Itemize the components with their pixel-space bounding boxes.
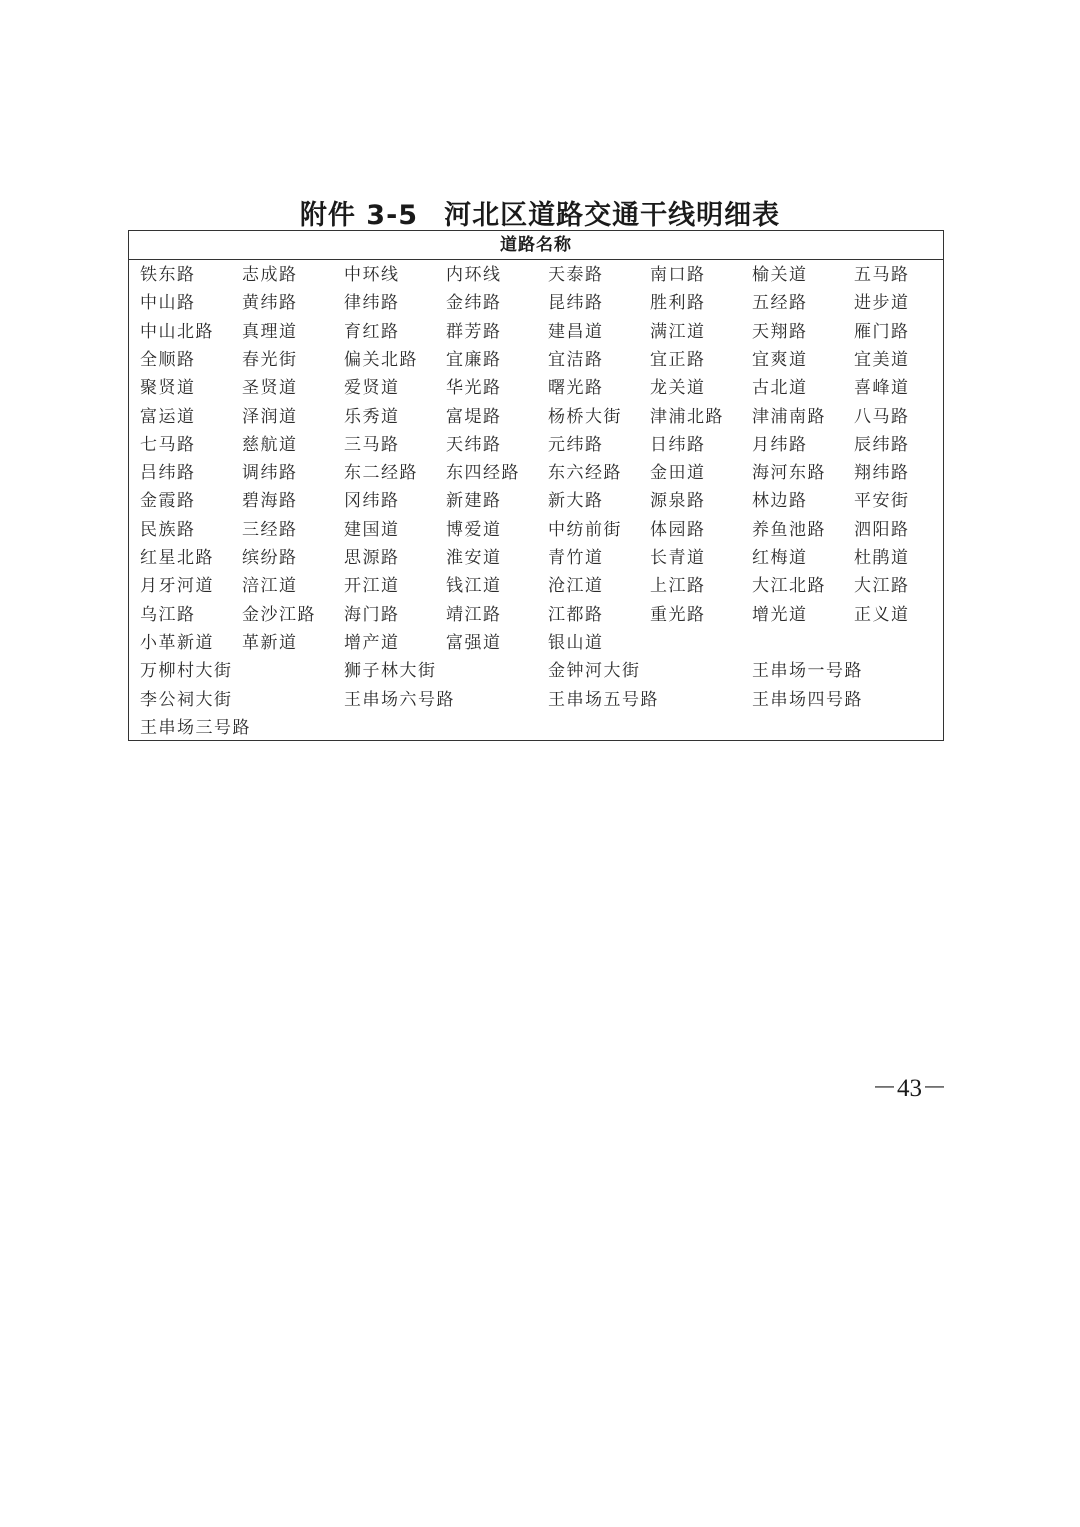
road-name-cell: 月纬路 [752, 434, 808, 455]
road-name-cell: 王串场四号路 [752, 689, 863, 710]
road-name-cell: 宜洁路 [548, 349, 604, 370]
document-title-main: 河北区道路交通干线明细表 [444, 200, 781, 231]
table-row [129, 714, 943, 742]
road-name-cell: 大江路 [854, 576, 910, 597]
road-name-cell: 海门路 [344, 604, 400, 625]
table-row [129, 431, 943, 459]
road-name-cell: 新建路 [446, 491, 502, 512]
table-row [129, 261, 943, 289]
road-name-cell: 体园路 [650, 519, 706, 540]
road-table [128, 230, 944, 741]
road-name-cell: 元纬路 [548, 434, 604, 455]
road-name-cell: 翔纬路 [854, 463, 910, 484]
road-name-cell: 八马路 [854, 406, 910, 427]
road-name-cell: 铁东路 [140, 265, 196, 285]
road-name-cell: 五经路 [752, 293, 808, 314]
road-name-cell: 东四经路 [446, 463, 520, 484]
table-row [129, 374, 943, 402]
road-name-cell: 靖江路 [446, 604, 502, 625]
table-row [129, 686, 943, 714]
road-name-cell: 新大路 [548, 491, 604, 512]
road-name-cell: 开江道 [344, 576, 400, 597]
table-row [129, 629, 943, 657]
road-name-cell: 金钟河大街 [548, 661, 641, 682]
road-name-cell: 泽润道 [242, 406, 298, 427]
road-name-cell: 雁门路 [854, 321, 910, 342]
road-name-cell: 宜爽道 [752, 349, 808, 370]
road-name-cell: 正义道 [854, 604, 910, 625]
road-name-cell: 银山道 [548, 632, 604, 653]
road-name-cell: 红星北路 [140, 548, 214, 568]
road-name-cell: 涪江道 [242, 576, 298, 597]
road-name-cell: 育红路 [344, 321, 400, 342]
road-name-cell: 古北道 [752, 378, 808, 399]
road-name-cell: 日纬路 [650, 434, 706, 455]
road-name-cell: 建国道 [344, 519, 400, 540]
road-name-cell: 满江道 [650, 321, 706, 342]
road-name-cell: 金纬路 [446, 293, 502, 314]
road-name-cell: 胜利路 [650, 293, 706, 314]
page-number: －43－ [872, 1075, 948, 1102]
road-name-cell: 喜峰道 [854, 378, 910, 399]
table-row [129, 403, 943, 431]
table-body [129, 260, 943, 741]
road-name-cell: 圣贤道 [242, 378, 298, 399]
road-name-cell: 平安街 [854, 491, 910, 512]
road-name-cell: 革新道 [242, 632, 298, 653]
road-name-cell: 江都路 [548, 604, 604, 625]
road-name-cell: 慈航道 [242, 434, 298, 455]
road-name-cell: 春光街 [242, 349, 298, 370]
road-name-cell: 林边路 [752, 491, 808, 512]
road-name-cell: 中山北路 [140, 321, 214, 342]
road-name-cell: 天翔路 [752, 321, 808, 342]
road-name-cell: 全顺路 [140, 349, 196, 370]
table-row [129, 487, 943, 515]
road-name-cell: 金田道 [650, 463, 706, 484]
road-name-cell: 王串场六号路 [344, 689, 455, 710]
road-name-cell: 王串场三号路 [140, 717, 251, 738]
road-name-cell: 五马路 [854, 265, 910, 285]
road-name-cell: 群芳路 [446, 321, 502, 342]
road-name-cell: 华光路 [446, 378, 502, 399]
road-name-cell: 富堤路 [446, 406, 502, 427]
road-name-cell: 偏关北路 [344, 349, 418, 370]
road-name-cell: 建昌道 [548, 321, 604, 342]
road-name-cell: 东二经路 [344, 463, 418, 484]
road-name-cell: 红梅道 [752, 548, 808, 568]
road-name-cell: 黄纬路 [242, 293, 298, 314]
table-row [129, 657, 943, 685]
road-name-cell: 万柳村大街 [140, 661, 233, 682]
road-name-cell: 富强道 [446, 632, 502, 653]
table-row [129, 318, 943, 346]
road-name-cell: 调纬路 [242, 463, 298, 484]
document-title [0, 193, 1080, 232]
road-name-cell: 金沙江路 [242, 604, 316, 625]
road-name-cell: 昆纬路 [548, 293, 604, 314]
table-row [129, 572, 943, 600]
table-row [129, 601, 943, 629]
road-name-cell: 曙光路 [548, 378, 604, 399]
road-name-cell: 乐秀道 [344, 406, 400, 427]
road-name-cell: 三马路 [344, 434, 400, 455]
document-title-prefix: 附件 3-5 [299, 200, 419, 231]
road-name-cell: 富运道 [140, 406, 196, 427]
road-name-cell: 中山路 [140, 293, 196, 314]
road-name-cell: 进步道 [854, 293, 910, 314]
road-name-cell: 聚贤道 [140, 378, 196, 399]
road-name-cell: 津浦北路 [650, 406, 724, 427]
road-name-cell: 泗阳路 [854, 519, 910, 540]
road-name-cell: 增光道 [752, 604, 808, 625]
road-name-cell: 杜鹃道 [854, 548, 910, 568]
road-name-cell: 真理道 [242, 321, 298, 342]
road-name-cell: 榆关道 [752, 265, 808, 285]
road-name-cell: 民族路 [140, 519, 196, 540]
road-name-cell: 宜正路 [650, 349, 706, 370]
table-row [129, 289, 943, 317]
road-name-cell: 东六经路 [548, 463, 622, 484]
road-name-cell: 沧江道 [548, 576, 604, 597]
road-name-cell: 宜美道 [854, 349, 910, 370]
road-name-cell: 王串场一号路 [752, 661, 863, 682]
road-name-cell: 钱江道 [446, 576, 502, 597]
road-name-cell: 淮安道 [446, 548, 502, 568]
road-name-cell: 志成路 [242, 265, 298, 285]
road-name-cell: 青竹道 [548, 548, 604, 568]
road-name-cell: 中环线 [344, 265, 400, 285]
road-name-cell: 辰纬路 [854, 434, 910, 455]
road-name-cell: 大江北路 [752, 576, 826, 597]
table-row [129, 544, 943, 572]
road-name-cell: 三经路 [242, 519, 298, 540]
road-name-cell: 养鱼池路 [752, 519, 826, 540]
road-name-cell: 龙关道 [650, 378, 706, 399]
road-name-cell: 缤纷路 [242, 548, 298, 568]
table-row [129, 459, 943, 487]
table-header: 道路名称 [129, 231, 943, 260]
road-name-cell: 内环线 [446, 265, 502, 285]
road-name-cell: 天泰路 [548, 265, 604, 285]
road-name-cell: 律纬路 [344, 293, 400, 314]
road-name-cell: 爱贤道 [344, 378, 400, 399]
road-name-cell: 小革新道 [140, 632, 214, 653]
road-name-cell: 津浦南路 [752, 406, 826, 427]
table-row [129, 346, 943, 374]
road-name-cell: 上江路 [650, 576, 706, 597]
road-name-cell: 天纬路 [446, 434, 502, 455]
road-name-cell: 杨桥大街 [548, 406, 622, 427]
road-name-cell: 增产道 [344, 632, 400, 653]
road-name-cell: 金霞路 [140, 491, 196, 512]
road-name-cell: 冈纬路 [344, 491, 400, 512]
road-name-cell: 中纺前街 [548, 519, 622, 540]
road-name-cell: 碧海路 [242, 491, 298, 512]
road-name-cell: 宜廉路 [446, 349, 502, 370]
road-name-cell: 七马路 [140, 434, 196, 455]
road-name-cell: 乌江路 [140, 604, 196, 625]
road-name-cell: 月牙河道 [140, 576, 214, 597]
road-name-cell: 吕纬路 [140, 463, 196, 484]
road-name-cell: 狮子林大街 [344, 661, 437, 682]
road-name-cell: 南口路 [650, 265, 706, 285]
road-name-cell: 海河东路 [752, 463, 826, 484]
table-row [129, 516, 943, 544]
road-name-cell: 李公祠大街 [140, 689, 233, 710]
road-name-cell: 重光路 [650, 604, 706, 625]
road-name-cell: 博爱道 [446, 519, 502, 540]
road-name-cell: 王串场五号路 [548, 689, 659, 710]
road-name-cell: 长青道 [650, 548, 706, 568]
road-name-cell: 源泉路 [650, 491, 706, 512]
road-name-cell: 思源路 [344, 548, 400, 568]
